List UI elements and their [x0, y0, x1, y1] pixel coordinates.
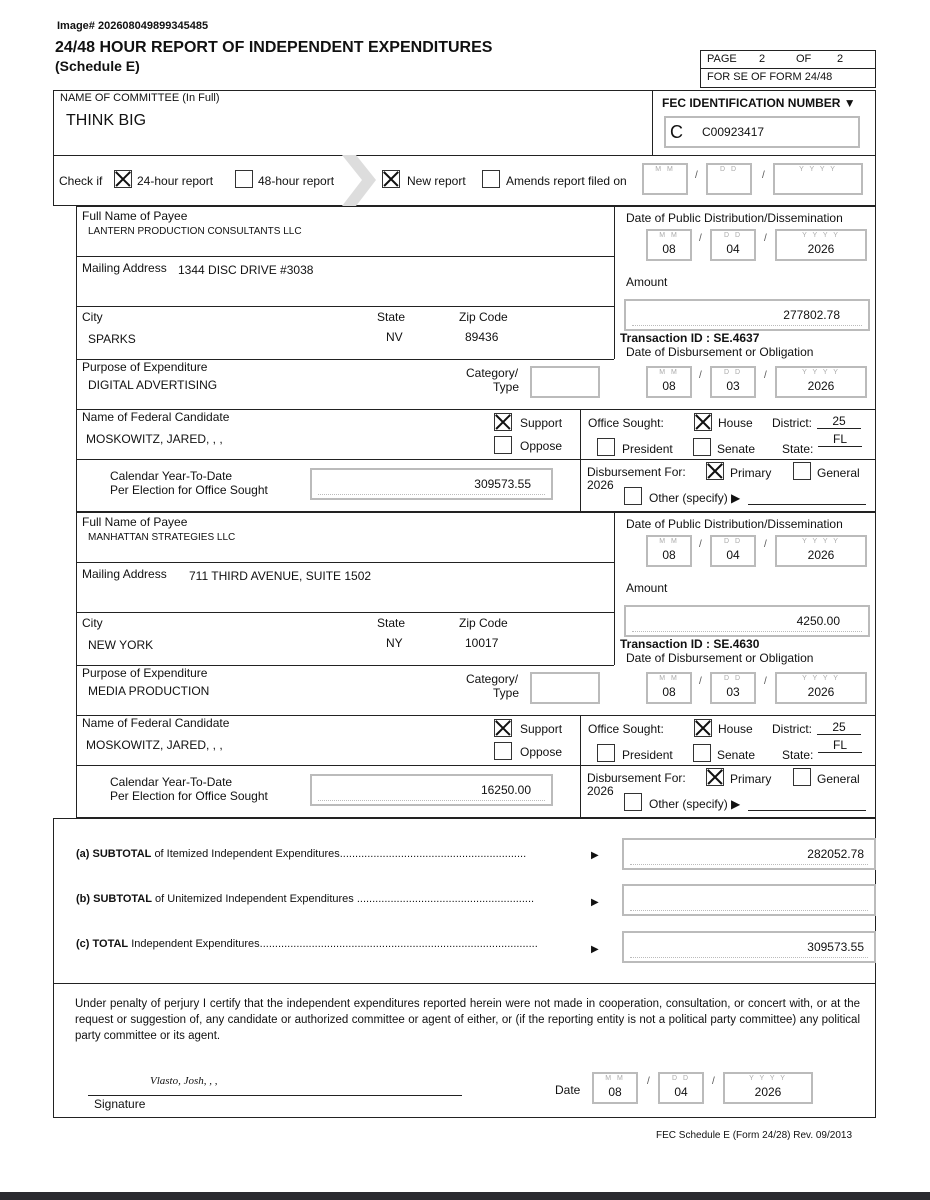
disb-day-field[interactable]: D D 03: [710, 366, 756, 398]
pub-year-field[interactable]: Y Y Y Y 2026: [775, 229, 867, 261]
purpose: DIGITAL ADVERTISING: [88, 378, 218, 392]
mailing-label: Mailing Address: [82, 567, 167, 581]
disb-date-label: Date of Disbursement or Obligation: [626, 651, 814, 665]
mailing-address: 1344 DISC DRIVE #3038: [178, 263, 314, 277]
state: NV: [386, 330, 403, 344]
house-checkbox[interactable]: [694, 413, 712, 431]
disb-month-field[interactable]: M M 08: [646, 366, 692, 398]
arrow-right-icon: ▶: [591, 944, 599, 955]
zip: 10017: [465, 636, 499, 650]
general-label: General: [817, 772, 860, 786]
primary-label: Primary: [730, 772, 772, 786]
oppose-label: Oppose: [520, 439, 563, 453]
committee-name: THINK BIG: [66, 112, 147, 129]
new-report-label: New report: [407, 174, 466, 188]
oppose-checkbox[interactable]: [494, 436, 512, 454]
24-hour-checkbox[interactable]: [114, 170, 132, 188]
amount-field[interactable]: 4250.00: [624, 605, 870, 637]
city: SPARKS: [88, 332, 136, 346]
state-label-2: State:: [782, 748, 814, 762]
candidate-label: Name of Federal Candidate: [82, 410, 230, 424]
other-checkbox[interactable]: [624, 487, 642, 505]
arrow-right-icon: ▶: [591, 850, 599, 861]
image-number: Image# 202608049899345485: [57, 20, 209, 32]
pub-year-field[interactable]: Y Y Y Y 2026: [775, 535, 867, 567]
zip: 89436: [465, 330, 499, 344]
check-if-label: Check if: [59, 174, 103, 188]
candidate-state: FL: [818, 738, 862, 753]
pub-month-field[interactable]: M M 08: [646, 535, 692, 567]
ytd-field[interactable]: 16250.00: [310, 774, 553, 806]
subtotal-a-field[interactable]: 282052.78: [622, 838, 876, 870]
city-label: City: [82, 310, 103, 324]
city-label: City: [82, 616, 103, 630]
district-label: District:: [772, 722, 812, 736]
primary-checkbox[interactable]: [706, 462, 724, 480]
president-checkbox[interactable]: [597, 438, 615, 456]
amount-field[interactable]: 277802.78: [624, 299, 870, 331]
house-checkbox[interactable]: [694, 719, 712, 737]
category-label: Category/: [466, 366, 519, 380]
page-current: 2: [759, 53, 766, 65]
pub-date-label: Date of Public Distribution/Dissemination: [626, 211, 843, 225]
oppose-checkbox[interactable]: [494, 742, 512, 760]
total-c-label: (c) TOTAL Independent Expenditures...........................................................................................: [76, 938, 538, 950]
24-hour-label: 24-hour report: [137, 174, 214, 188]
state-label: State: [377, 310, 406, 324]
arrow-right-icon: ▶: [591, 897, 599, 908]
total-c-field[interactable]: 309573.55: [622, 931, 876, 963]
purpose-label: Purpose of Expenditure: [82, 360, 208, 374]
amend-day-field[interactable]: D D: [706, 163, 752, 195]
ytd-field[interactable]: 309573.55: [310, 468, 553, 500]
amend-month-field[interactable]: M M: [642, 163, 688, 195]
pub-day-field[interactable]: D D 04: [710, 229, 756, 261]
signature-label: Signature: [94, 1097, 146, 1111]
disb-date-label: Date of Disbursement or Obligation: [626, 345, 814, 359]
bottom-bar: [0, 1192, 930, 1200]
office-sought-label: Office Sought:: [588, 416, 664, 430]
support-label: Support: [520, 722, 563, 736]
transaction-id: Transaction ID : SE.4637: [620, 331, 760, 345]
office-sought-label: Office Sought:: [588, 722, 664, 736]
zip-label: Zip Code: [459, 616, 508, 630]
support-label: Support: [520, 416, 563, 430]
candidate-state: FL: [818, 432, 862, 447]
48-hour-label: 48-hour report: [258, 174, 335, 188]
form-reference: FOR SE OF FORM 24/48: [707, 71, 833, 83]
payee-name: LANTERN PRODUCTION CONSULTANTS LLC: [88, 226, 302, 237]
other-label: Other (specify) ▶: [649, 491, 741, 505]
payee-label: Full Name of Payee: [82, 515, 188, 529]
president-label: President: [622, 748, 673, 762]
fec-id: C00923417: [702, 125, 765, 139]
page-label: PAGE: [707, 53, 737, 65]
candidate-name: MOSKOWITZ, JARED, , ,: [86, 432, 223, 446]
purpose-label: Purpose of Expenditure: [82, 666, 208, 680]
certification-text: Under penalty of perjury I certify that the independent expenditures reported herein were not made in cooperation, consultation, or concert with, or at the request or suggestion of, any candidate or authorized committee or agent of either, or (if the reporting entity is not a political party committee) any political party committee or its agent.: [75, 998, 860, 1042]
page-total: 2: [837, 53, 844, 65]
election-year: 2026: [587, 478, 614, 492]
senate-checkbox[interactable]: [693, 744, 711, 762]
48-hour-checkbox[interactable]: [235, 170, 253, 188]
committee-name-label: NAME OF COMMITTEE (In Full): [60, 92, 220, 104]
payee-label: Full Name of Payee: [82, 209, 188, 223]
general-checkbox[interactable]: [793, 462, 811, 480]
page-of-label: OF: [796, 53, 812, 65]
amount-label: Amount: [626, 275, 668, 289]
district: 25: [817, 720, 861, 735]
general-label: General: [817, 466, 860, 480]
oppose-label: Oppose: [520, 745, 563, 759]
sign-date-label: Date: [555, 1083, 581, 1097]
city: NEW YORK: [88, 638, 154, 652]
pub-month-field[interactable]: M M 08: [646, 229, 692, 261]
election-year: 2026: [587, 784, 614, 798]
ytd-label-1: Calendar Year-To-Date: [110, 469, 233, 483]
candidate-name: MOSKOWITZ, JARED, , ,: [86, 738, 223, 752]
primary-label: Primary: [730, 466, 772, 480]
subtotal-a-label: (a) SUBTOTAL of Itemized Independent Expenditures.............................................................: [76, 848, 527, 860]
arrow-divider-icon: [342, 155, 378, 206]
form-title: 24/48 HOUR REPORT OF INDEPENDENT EXPENDITURES: [55, 39, 493, 56]
disb-month-field[interactable]: M M 08: [646, 672, 692, 704]
category-label: Category/: [466, 672, 519, 686]
candidate-label: Name of Federal Candidate: [82, 716, 230, 730]
house-label: House: [718, 722, 753, 736]
sign-year-field[interactable]: Y Y Y Y 2026: [723, 1072, 813, 1104]
mailing-address: 711 THIRD AVENUE, SUITE 1502: [189, 569, 372, 583]
category-field[interactable]: [530, 672, 600, 704]
fec-id-field[interactable]: [664, 116, 860, 148]
district-label: District:: [772, 416, 812, 430]
disbursement-for-label: Disbursement For:: [587, 771, 686, 785]
senate-label: Senate: [717, 442, 756, 456]
senate-checkbox[interactable]: [693, 438, 711, 456]
other-label: Other (specify) ▶: [649, 797, 741, 811]
ytd-label-2: Per Election for Office Sought: [110, 483, 268, 497]
house-label: House: [718, 416, 753, 430]
mailing-label: Mailing Address: [82, 261, 167, 275]
amends-checkbox[interactable]: [482, 170, 500, 188]
payee-name: MANHATTAN STRATEGIES LLC: [88, 532, 236, 543]
type-label: Type: [493, 380, 520, 394]
category-field[interactable]: [530, 366, 600, 398]
fec-id-label: FEC IDENTIFICATION NUMBER ▼: [662, 96, 856, 110]
sign-month-field[interactable]: M M 08: [592, 1072, 638, 1104]
president-label: President: [622, 442, 673, 456]
disb-year-field[interactable]: Y Y Y Y 2026: [775, 366, 867, 398]
general-checkbox[interactable]: [793, 768, 811, 786]
amends-label: Amends report filed on: [506, 174, 627, 188]
president-checkbox[interactable]: [597, 744, 615, 762]
disb-year-field[interactable]: Y Y Y Y 2026: [775, 672, 867, 704]
district: 25: [817, 414, 861, 429]
state-label: State: [377, 616, 406, 630]
disbursement-for-label: Disbursement For:: [587, 465, 686, 479]
form-footer: FEC Schedule E (Form 24/28) Rev. 09/2013: [656, 1130, 853, 1141]
pub-day-field[interactable]: D D 04: [710, 535, 756, 567]
subtotal-b-field[interactable]: [622, 884, 876, 916]
subtotal-b-label: (b) SUBTOTAL of Unitemized Independent Expenditures ..........................................................: [76, 893, 535, 905]
new-report-checkbox[interactable]: [382, 170, 400, 188]
support-checkbox[interactable]: [494, 719, 512, 737]
type-label: Type: [493, 686, 520, 700]
state-label-2: State:: [782, 442, 814, 456]
zip-label: Zip Code: [459, 310, 508, 324]
state: NY: [386, 636, 403, 650]
form-subtitle: (Schedule E): [55, 58, 140, 74]
senate-label: Senate: [717, 748, 756, 762]
signature-name: Vlasto, Josh, , ,: [150, 1075, 218, 1087]
amount-label: Amount: [626, 581, 668, 595]
ytd-label-2: Per Election for Office Sought: [110, 789, 268, 803]
support-checkbox[interactable]: [494, 413, 512, 431]
fec-prefix: C: [670, 122, 683, 142]
transaction-id: Transaction ID : SE.4630: [620, 637, 760, 651]
other-checkbox[interactable]: [624, 793, 642, 811]
disb-day-field[interactable]: D D 03: [710, 672, 756, 704]
primary-checkbox[interactable]: [706, 768, 724, 786]
amend-year-field[interactable]: Y Y Y Y: [773, 163, 863, 195]
ytd-label-1: Calendar Year-To-Date: [110, 775, 233, 789]
purpose: MEDIA PRODUCTION: [88, 684, 210, 698]
sign-day-field[interactable]: D D 04: [658, 1072, 704, 1104]
pub-date-label: Date of Public Distribution/Dissemination: [626, 517, 843, 531]
